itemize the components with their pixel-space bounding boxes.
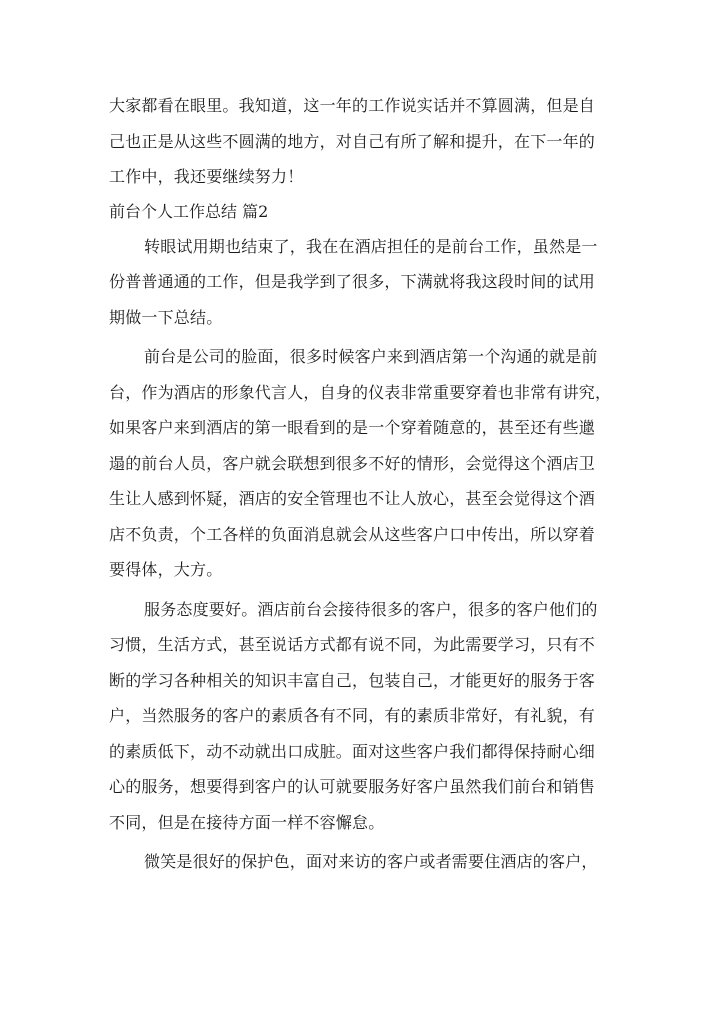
paragraph-line: 前台是公司的脸面，很多时候客户来到酒店第一个沟通的就是前 — [144, 347, 598, 366]
paragraph-line: 的素质低下，动不动就出口成脏。面对这些客户我们都得保持耐心细 — [109, 741, 596, 761]
paragraph-line: 如果客户来到酒店的第一眼看到的是一个穿着随意的，甚至还有些邋 — [109, 418, 596, 437]
paragraph-line: 份普普通通的工作，但是我学到了很多，下满就将我这段时间的试用 — [109, 272, 596, 291]
paragraph-line: 台，作为酒店的形象代言人，自身的仪表非常重要穿着也非常有讲究， — [109, 382, 612, 402]
paragraph-2 — [109, 339, 613, 588]
paragraph-line: 不同，但是在接待方面一样不容懈怠。 — [109, 812, 385, 832]
paragraph-line: 转眼试用期也结束了，我在在酒店担任的是前台工作，虽然是一 — [144, 236, 598, 256]
paragraph-line: 习惯，生活方式，甚至说话方式都有说不同，为此需要学习，只有不 — [109, 635, 596, 654]
document-page — [109, 88, 613, 880]
paragraph-line: 工作中，我还要继续努力！ — [109, 167, 304, 186]
paragraph-line: 服务态度要好。酒店前台会接待很多的客户，很多的客户他们的 — [144, 599, 598, 619]
paragraph-1 — [109, 229, 613, 336]
section-title: 前台个人工作总结 篇2 — [109, 201, 269, 221]
intro-paragraph — [109, 88, 613, 195]
paragraph-line: 心的服务，想要得到客户的认可就要服务好客户虽然我们前台和销售 — [109, 777, 596, 796]
paragraph-line: 户，当然服务的客户的素质各有不同，有的素质非常好，有礼貌，有 — [109, 706, 596, 725]
paragraph-line: 要得体，大方。 — [109, 560, 223, 579]
paragraph-4 — [109, 844, 613, 880]
paragraph-line: 微笑是很好的保护色，面对来访的客户或者需要住酒店的客户， — [144, 852, 598, 871]
paragraph-line: 期做一下总结。 — [109, 307, 223, 327]
paragraph-line: 断的学习各种相关的知识丰富自己，包装自己，才能更好的服务于客 — [109, 670, 596, 690]
paragraph-line: 生让人感到怀疑，酒店的安全管理也不让人放心，甚至会觉得这个酒 — [109, 489, 596, 508]
paragraph-line: 遢的前台人员，客户就会联想到很多不好的情形，会觉得这个酒店卫 — [109, 453, 596, 473]
paragraph-line: 大家都看在眼里。我知道，这一年的工作说实话并不算圆满，但是自 — [109, 96, 596, 115]
paragraph-line: 己也正是从这些不圆满的地方，对自己有所了解和提升，在下一年的 — [109, 131, 596, 151]
paragraph-3 — [109, 592, 613, 841]
paragraph-line: 店不负责，个工各样的负面消息就会从这些客户口中传出，所以穿着 — [109, 524, 596, 544]
